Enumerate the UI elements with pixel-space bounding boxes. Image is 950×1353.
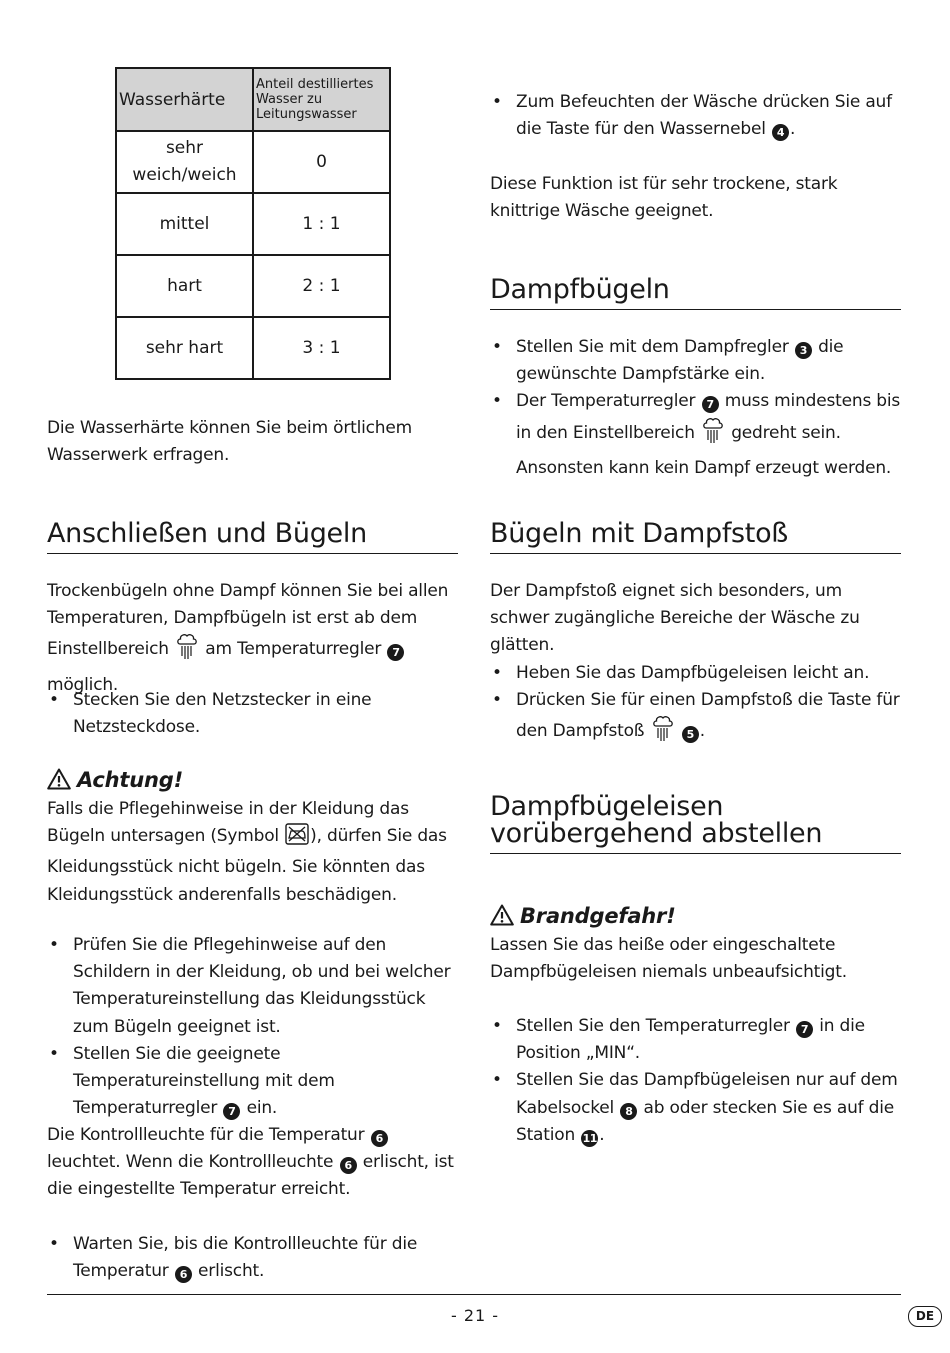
table-row [116, 193, 390, 255]
warning-triangle-icon [490, 904, 514, 932]
text: die gewünschte Dampfstärke ein. [516, 337, 844, 385]
table-cell: mittel [116, 193, 253, 255]
table-cell: 2 : 1 [253, 255, 390, 317]
steam-setting-icon [702, 416, 724, 455]
heading-line: Dampfbügeleisen [490, 791, 724, 822]
text: Stellen Sie die geeignete Temperatureinstellung mit dem Temperaturregler [73, 1043, 335, 1119]
bullet-list [490, 334, 901, 482]
ref-number-6: 6 [371, 1130, 388, 1147]
table-row [116, 131, 390, 193]
table-header-row [116, 68, 390, 131]
heading-steam-ironing: Dampfbügeln [490, 276, 901, 310]
ref-number-5: 5 [682, 726, 699, 743]
list-item: • Stecken Sie den Netzstecker in eine Netzsteckdose. [47, 687, 458, 741]
footer-divider [47, 1294, 901, 1295]
page-number: - 21 - [450, 1306, 500, 1325]
warning-triangle-icon [47, 768, 71, 796]
bullet-list [490, 89, 901, 143]
heading-connect-iron: Anschließen und Bügeln [47, 520, 458, 554]
table-header-cell: Anteil destilliertes Wasser zu Leitungswasser [253, 68, 390, 131]
list-item: • Prüfen Sie die Pflegehinweise auf den Schildern in der Kleidung, ob und bei welcher Temperatureinstellung das Kleidungsstück zum Bügeln geeignet ist. [47, 932, 458, 1041]
text: am Temperaturregler [205, 639, 382, 660]
heading-line: vorübergehend abstellen [490, 818, 823, 849]
bullet-list [47, 1231, 458, 1285]
text: leuchtet. Wenn die Kontrollleuchte [47, 1152, 334, 1173]
ref-number-3: 3 [795, 342, 812, 359]
bullet-list [47, 687, 458, 741]
paragraph-steam-burst: Der Dampfstoß eignet sich besonders, um schwer zugängliche Bereiche der Wäsche zu glätten. [490, 581, 860, 656]
bullet-list [490, 1013, 901, 1149]
ref-number-6: 6 [340, 1157, 357, 1174]
text: . [699, 721, 705, 742]
text: Drücken Sie für einen Dampfstoß die Taste für den Dampfstoß [516, 690, 900, 742]
table-cell: 0 [253, 131, 390, 193]
text: Der Temperaturregler [516, 391, 696, 412]
paragraph-dry-ironing [47, 578, 458, 699]
list-item [47, 1041, 458, 1123]
language-badge: DE [908, 1306, 942, 1327]
heading-steam-burst: Bügeln mit Dampfstoß [490, 520, 901, 554]
no-ironing-symbol-icon [285, 823, 309, 854]
water-hardness-table [115, 67, 391, 380]
table-cell: 1 : 1 [253, 193, 390, 255]
text: . [789, 119, 796, 140]
list-item: • Heben Sie das Dampfbügeleisen leicht an. [490, 660, 901, 687]
steam-burst-icon [652, 714, 674, 753]
text: gedreht sein. Ansonsten kann kein Dampf erzeugt werden. [516, 422, 892, 478]
ref-number-6: 6 [175, 1266, 192, 1283]
text: Zum Befeuchten der Wäsche drücken Sie auf die Taste für den Wassernebel [516, 92, 892, 140]
warning-text [47, 796, 458, 909]
list-item [490, 1067, 901, 1149]
steam-setting-icon [176, 632, 198, 671]
text: Trockenbügeln ohne Dampf können Sie bei allen Temperaturen, Dampfbügeln ist erst ab dem Einstellbereich [47, 581, 449, 660]
text: ein. [246, 1098, 278, 1119]
text: Die Kontrollleuchte für die Temperatur [47, 1125, 365, 1145]
paragraph-control-lamp [47, 1122, 458, 1204]
heading-park-iron [490, 793, 901, 854]
table-cell: hart [116, 255, 253, 317]
table-cell: sehr weich/weich [116, 131, 253, 193]
ref-number-4: 4 [772, 124, 789, 141]
text: . [599, 1124, 605, 1145]
ref-number-7: 7 [223, 1103, 240, 1120]
bullet-list [490, 660, 901, 754]
list-item [490, 687, 901, 753]
text: ), dürfen Sie das Kleidungsstück nicht bügeln. Sie könnten das Kleidungsstück anderenfalls beschädigen. [47, 826, 447, 905]
ref-number-7: 7 [702, 396, 719, 413]
warning-heading [47, 767, 458, 796]
text: Warten Sie, bis die Kontrollleuchte für die Temperatur [73, 1234, 418, 1282]
fire-warning-heading [490, 903, 901, 932]
list-item [490, 89, 901, 143]
ref-number-7: 7 [796, 1021, 813, 1038]
warning-title: Achtung! [77, 768, 183, 792]
list-item [490, 1013, 901, 1067]
list-item [490, 388, 901, 482]
ref-number-11: 11 [582, 1131, 597, 1145]
text: möglich. [47, 674, 119, 695]
ref-number-8: 8 [620, 1103, 637, 1120]
text: Falls die Pflegehinweise in der Kleidung das Bügeln untersagen (Symbol [47, 799, 409, 847]
text: erlischt, ist die eingestellte Temperatur erreicht. [47, 1152, 454, 1200]
text: erlischt. [198, 1261, 265, 1282]
text: Stellen Sie das Dampfbügeleisen nur auf dem Kabelsockel [516, 1070, 898, 1118]
text: ab oder stecken Sie es auf die Station [516, 1097, 895, 1145]
warning-title: Brandgefahr! [520, 904, 676, 928]
list-item [47, 1231, 458, 1285]
table-row [116, 317, 390, 379]
table-cell: 3 : 1 [253, 317, 390, 379]
ref-number-7: 7 [387, 644, 404, 661]
text: Stellen Sie den Temperaturregler [516, 1016, 790, 1036]
text: Stellen Sie mit dem Dampfregler [516, 337, 789, 357]
table-row [116, 255, 390, 317]
text: in die Position „MIN“. [516, 1016, 865, 1064]
text: muss mindestens bis in den Einstellbereich [516, 391, 901, 443]
table-cell: sehr hart [116, 317, 253, 379]
water-hardness-note: Die Wasserhärte können Sie beim örtlichem Wasserwerk erfragen. [47, 418, 412, 466]
list-item [490, 334, 901, 388]
table-header-cell: Wasserhärte [116, 68, 253, 131]
paragraph-mist-use: Diese Funktion ist für sehr trockene, stark knittrige Wäsche geeignet. [490, 174, 838, 222]
bullet-list [47, 932, 458, 1122]
fire-warning-text: Lassen Sie das heiße oder eingeschaltete Dampfbügeleisen niemals unbeaufsichtigt. [490, 935, 847, 983]
